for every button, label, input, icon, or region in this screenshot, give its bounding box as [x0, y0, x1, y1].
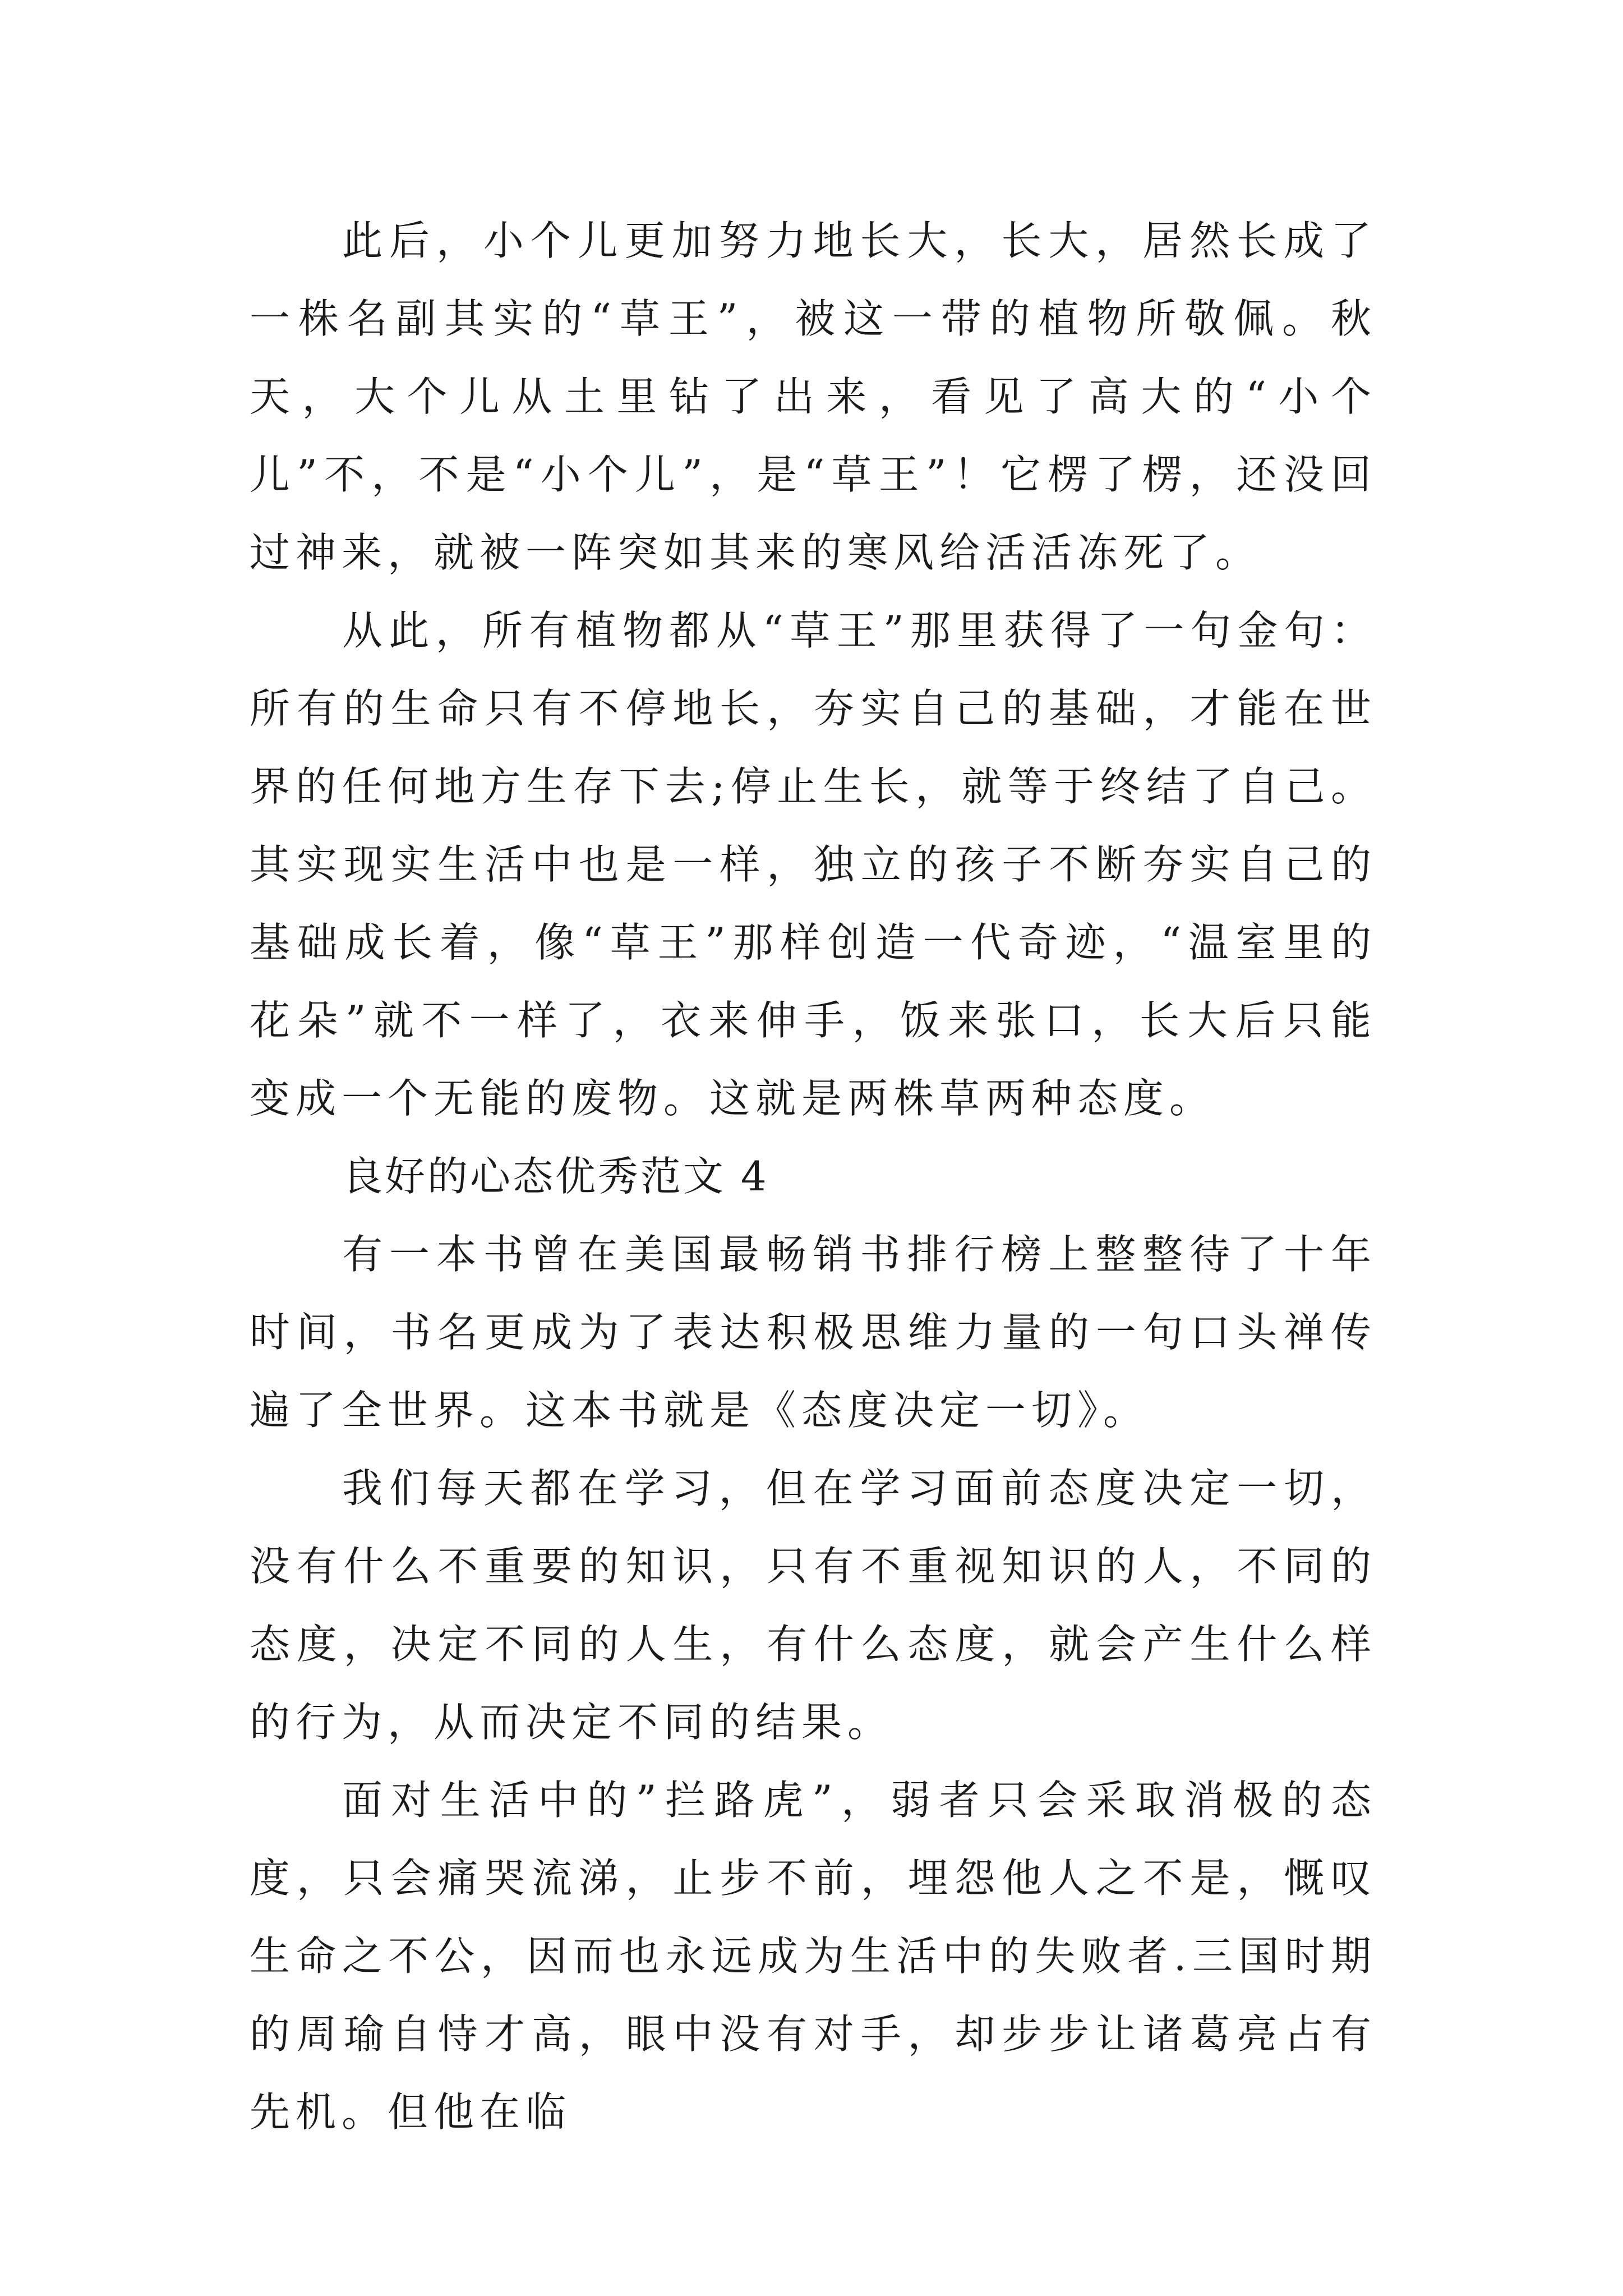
paragraph-4: 我们每天都在学习，但在学习面前态度决定一切，没有什么不重要的知识，只有不重视知识的人，不同的态度，决定不同的人生，有什么态度，就会产生什么样的行为，从而决定不同的结果。: [250, 1465, 1377, 1746]
document-body: [250, 202, 1377, 2151]
paragraph-3: 有一本书曾在美国最畅销书排行榜上整整待了十年时间，书名更成为了表达积极思维力量的一句口头禅传遍了全世界。这本书就是《态度决定一切》。: [250, 1231, 1377, 1434]
paragraph-2: 从此，所有植物都从“草王”那里获得了一句金句：所有的生命只有不停地长，夯实自己的基础，才能在世界的任何地方生存下去;停止生长，就等于终结了自己。其实现实生活中也是一样，独立的孩子不断夯实自己的基础成长着，像“草王”那样创造一代奇迹，“温室里的花朵”就不一样了，衣来伸手，饭来张口，长大后只能变成一个无能的废物。这就是两株草两种态度。: [250, 607, 1377, 1122]
section-heading: 良好的心态优秀范文 4: [342, 1153, 769, 1200]
paragraph-1: 此后，小个儿更加努力地长大，长大，居然长成了一株名副其实的“草王”，被这一带的植物所敬佩。秋天，大个儿从土里钻了出来，看见了高大的“小个儿”不，不是“小个儿”，是“草王”！它楞了楞，还没回过神来，就被一阵突如其来的寒风给活活冻死了。: [250, 217, 1377, 576]
paragraph-5: 面对生活中的”拦路虎”，弱者只会采取消极的态度，只会痛哭流涕，止步不前，埋怨他人之不是，慨叹生命之不公，因而也永远成为生活中的失败者.三国时期的周瑜自恃才高，眼中没有对手，却步步让诸葛亮占有先机。但他在临: [250, 1777, 1377, 2136]
